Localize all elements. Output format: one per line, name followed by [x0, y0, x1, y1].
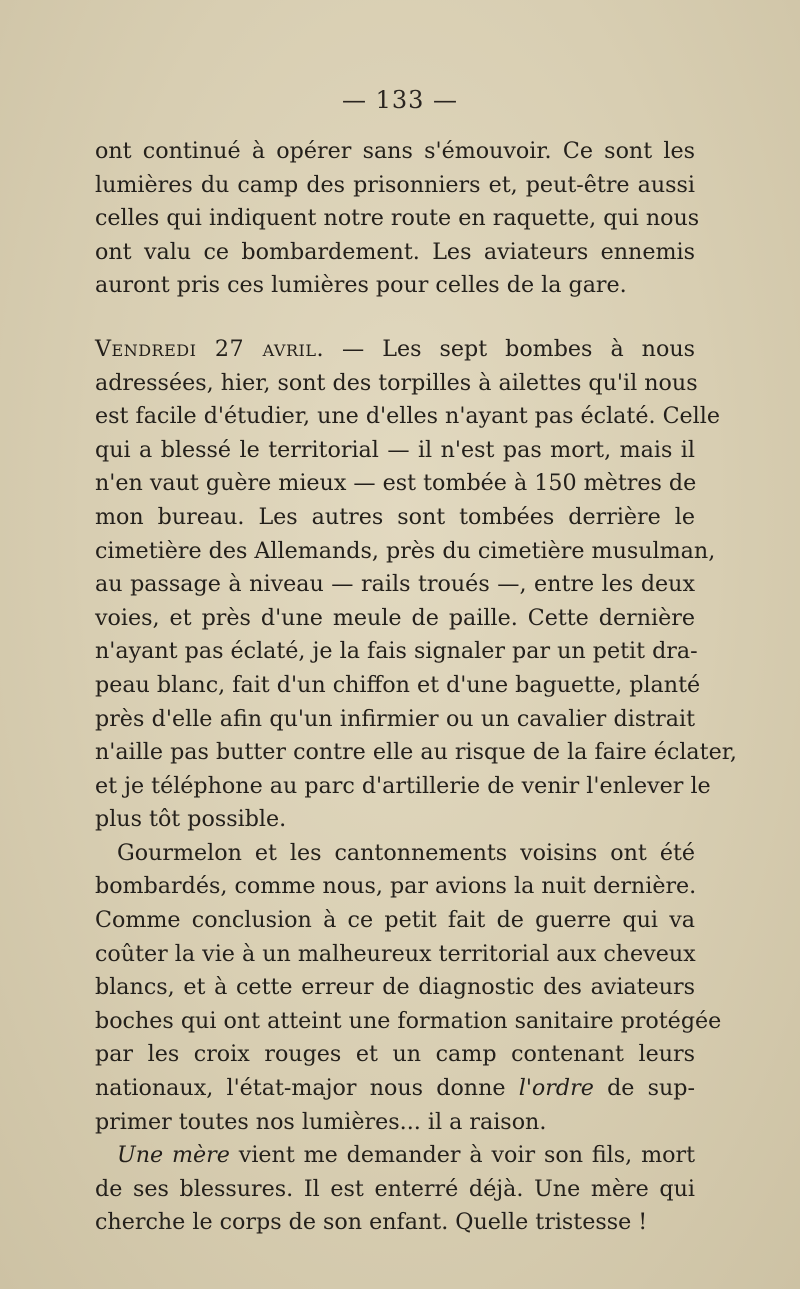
text-line: ont continué à opérer sans s'émouvoir. Ce sont les [95, 138, 695, 164]
text-line: n'ayant pas éclaté, je la fais signaler par un petit dra- [95, 638, 698, 665]
text-run: de sup- [593, 1075, 695, 1102]
text-line: coûter la vie à un malheureux territorial aux cheveux [95, 940, 696, 967]
text-line: n'aille pas butter contre elle au risque de la faire éclater, [95, 739, 737, 766]
text-line: primer toutes nos lumières... il a raison. [95, 1108, 547, 1135]
paragraph-4 [95, 1139, 695, 1240]
text-line: lumières du camp des prisonniers et, peut-être aussi [95, 171, 695, 198]
text-line [95, 1072, 695, 1106]
text-line: auront pris ces lumières pour celles de la gare. [95, 272, 627, 299]
text-line: est facile d'étudier, une d'elles n'ayant pas éclaté. Celle [95, 403, 720, 430]
text-line: mon bureau. Les autres sont tombées derrière le [95, 503, 695, 530]
text-line: voies, et près d'une meule de paille. Cette dernière [95, 604, 695, 631]
text-line: par les croix rouges et un camp contenant leurs [95, 1041, 695, 1068]
text-line: Gourmelon et les cantonnements voisins ont été [117, 839, 695, 866]
page-text [95, 135, 737, 1240]
date-heading: Vendredi 27 avril. [95, 335, 325, 362]
text-run: nationaux, l'état-major nous donne [95, 1075, 519, 1102]
text-line [95, 1139, 695, 1173]
text-line: boches qui ont atteint une formation sanitaire protégée [95, 1007, 722, 1034]
text-line [95, 333, 695, 367]
text-line: cimetière des Allemands, près du cimetière musulman, [95, 537, 716, 564]
text-line: au passage à niveau — rails troués —, entre les deux [95, 571, 695, 598]
paragraph-gap [95, 303, 695, 333]
text-line: bombardés, comme nous, par avions la nuit dernière. [95, 873, 697, 900]
text-line: Comme conclusion à ce petit fait de guerre qui va [95, 907, 695, 934]
text-line: ont valu ce bombardement. Les aviateurs ennemis [95, 238, 695, 265]
text-line: celles qui indiquent notre route en raquette, qui nous [95, 205, 700, 232]
text-run: vient me demander à voir son fils, mort [229, 1142, 695, 1169]
paragraph-2 [95, 333, 737, 837]
text-line: cherche le corps de son enfant. Quelle tristesse ! [95, 1209, 648, 1236]
text-line: de ses blessures. Il est enterré déjà. Une mère qui [95, 1175, 695, 1202]
text-line: qui a blessé le territorial — il n'est pas mort, mais il [95, 436, 695, 463]
text-line: peau blanc, fait d'un chiffon et d'une baguette, planté [95, 671, 701, 698]
text-line: et je téléphone au parc d'artillerie de venir l'enlever le [95, 772, 711, 799]
text-line: n'en vaut guère mieux — est tombée à 150 mètres de [95, 470, 697, 497]
text-line: près d'elle afin qu'un infirmier ou un cavalier distrait [95, 705, 695, 732]
text-run: — Les sept bombes à nous [324, 335, 695, 362]
text-line: adressées, hier, sont des torpilles à ailettes qu'il nous [95, 369, 698, 396]
paragraph-3 [95, 837, 722, 1139]
page-number: — 133 — [341, 86, 459, 114]
italic-text: l'ordre [518, 1075, 594, 1102]
paragraph-1 [95, 135, 700, 303]
italic-text: Une mère [117, 1142, 230, 1169]
text-line: blancs, et à cette erreur de diagnostic des aviateurs [95, 974, 695, 1001]
text-line: plus tôt possible. [95, 806, 287, 833]
